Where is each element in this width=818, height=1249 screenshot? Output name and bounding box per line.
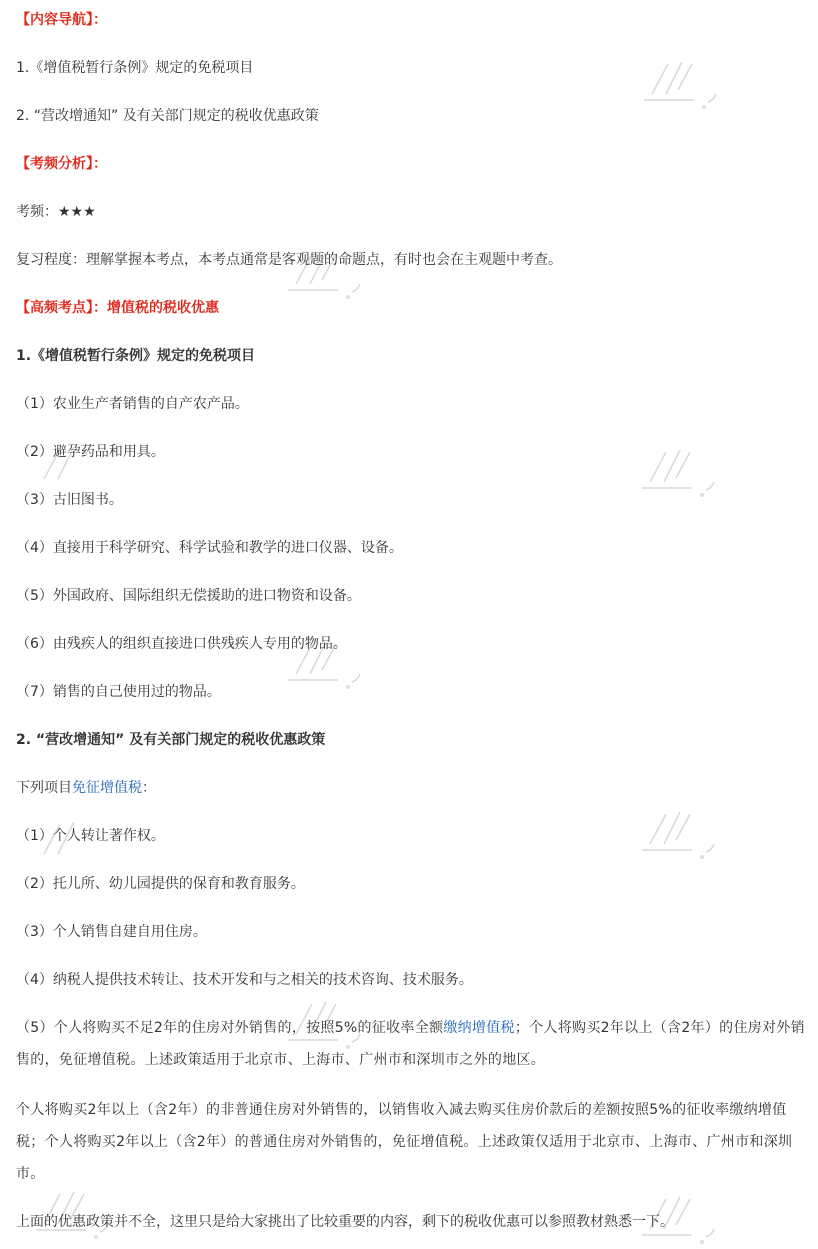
freq-line [16, 202, 810, 222]
list-item: （3）古旧图书。 [16, 492, 123, 508]
item5-part1: （5）个人将购买不足2年的住房对外销售的，按照5%的征收率全额 [16, 1020, 444, 1036]
freq-heading: 【考频分析】： [16, 156, 107, 172]
list-item: （2）托儿所、幼儿园提供的保育和教育服务。 [16, 876, 305, 892]
list-item: （2）避孕药品和用具。 [16, 444, 165, 460]
list-item: （3）个人销售自建自用住房。 [16, 924, 207, 940]
intro-prefix: 下列项目 [16, 780, 72, 796]
policy-paragraph: 个人将购买2年以上（含2年）的非普通住房对外销售的，以销售收入减去购买住房价款后的差额按照5%的征收率缴纳增值税；个人将购买2年以上（含2年）的普通住房对外销售的，免征增值税。上述政策仅适用于北京市、上海市、广州市和深圳市。 [16, 1102, 793, 1182]
list-item: （6）由残疾人的组织直接进口供残疾人专用的物品。 [16, 636, 347, 652]
item5-link[interactable]: 缴纳增值税 [443, 1020, 515, 1036]
section2-intro [16, 778, 810, 798]
watermark [282, 240, 372, 300]
list-item: （5）外国政府、国际组织无偿援助的进口物资和设备。 [16, 588, 361, 604]
item5-paragraph [16, 1012, 812, 1076]
freq-label: 考频： [16, 204, 58, 220]
nav-item-2: 2. “营改增通知” 及有关部门规定的税收优惠政策 [16, 108, 319, 124]
review-text: 复习程度：理解掌握本考点，本考点通常是客观题的命题点，有时也会在主观题中考查。 [16, 252, 562, 268]
list-item: （4）纳税人提供技术转让、技术开发和与之相关的技术咨询、技术服务。 [16, 972, 473, 988]
intro-suffix: ： [142, 780, 156, 796]
list-item: （4）直接用于科学研究、科学试验和教学的进口仪器、设备。 [16, 540, 403, 556]
topic-heading: 【高频考点】：增值税的税收优惠 [16, 300, 219, 316]
item5-part2: ；个人将购买2年以上（含2年）的住房对外销售的，免征增值税。上述政策适用于北京市、上海市、广州市和深圳市之外的地区。 [16, 1020, 805, 1068]
closing-text: 上面的优惠政策并不全，这里只是给大家挑出了比较重要的内容，剩下的税收优惠可以参照教材熟悉一下。 [16, 1214, 674, 1230]
freq-stars: ★★★ [58, 204, 96, 220]
list-item: （1）个人转让著作权。 [16, 828, 165, 844]
intro-link[interactable]: 免征增值税 [72, 780, 142, 796]
nav-heading: 【内容导航】： [16, 12, 107, 28]
nav-item-1: 1.《增值税暂行条例》规定的免税项目 [16, 60, 254, 76]
section2-title: 2. “营改增通知” 及有关部门规定的税收优惠政策 [16, 732, 326, 748]
list-item: （7）销售的自己使用过的物品。 [16, 684, 221, 700]
section1-title: 1.《增值税暂行条例》规定的免税项目 [16, 348, 256, 364]
list-item: （1）农业生产者销售的自产农产品。 [16, 396, 249, 412]
